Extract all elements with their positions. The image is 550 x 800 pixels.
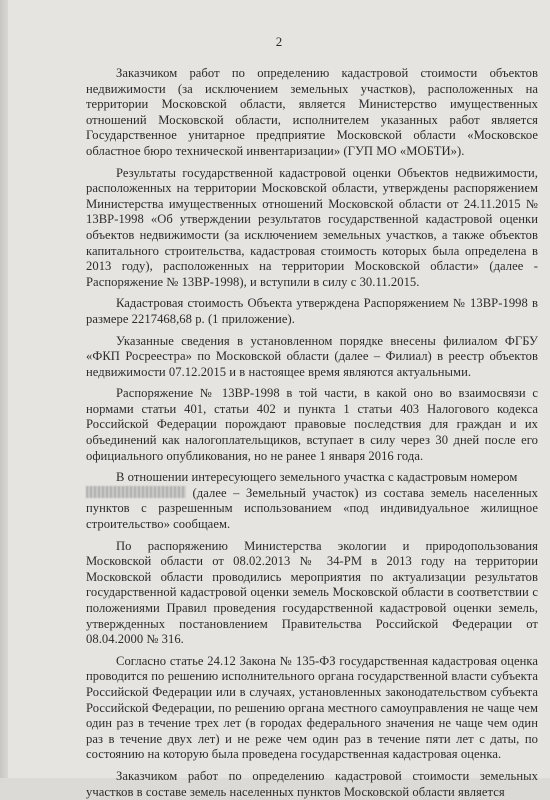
- paragraph-tax-effect: Распоряжение № 13ВР-1998 в той части, в какой оно во взаимосвязи с нормами статьи 401, статьи 402 и пункта 1 статьи 403 Налогового кодекса Российской Федерации порождают правовые последствия для граждан и их объединений как налогоплательщиков, вступает в силу через 30 дней после его официального опубликования, но не ранее 1 января 2016 года.: [86, 386, 538, 463]
- paragraph-registry-entry: Указанные сведения в установленном порядке внесены филиалом ФГБУ «ФКП Росреестра» по Московской области (далее – Филиал) в реестр объектов недвижимости 07.12.2015 и в настоящее время являются актуальными.: [86, 333, 538, 379]
- page-number: 2: [275, 34, 283, 49]
- paragraph-law-135fz: Согласно статье 24.12 Закона № 135-ФЗ государственная кадастровая оценка проводится по решению исполнительного органа государственной власти субъекта Российской Федерации или в случаях, установленных законодательством субъекта Российской Федерации, по решению органа местного самоуправления не чаще чем один раз в течение трех лет (в городах федерального значения не чаще чем один раз в течение двух лет) и не реже чем один раз в течение пяти лет с даты, по состоянию на которую была проведена государственная кадастровая оценка.: [86, 653, 538, 762]
- redacted-cadastral-number: [86, 486, 186, 498]
- document-page: [8, 0, 550, 799]
- paragraph-land-plot: [86, 470, 538, 532]
- land-plot-text-before: В отношении интересующего земельного участка с кадастровым номером: [116, 470, 518, 485]
- paragraph-customer-land: Заказчиком работ по определению кадастровой стоимости земельных участков в составе земель населенных пунктов Московской области является: [86, 768, 538, 799]
- paragraph-valuation-results: Результаты государственной кадастровой оценки Объектов недвижимости, расположенных на территории Московской области, утверждены распоряжением Министерства имущественных отношений Московской области от 24.11.2015 № 13ВР-1998 «Об утверждении результатов государственной кадастровой оценки объектов недвижимости (за исключением земельных участков, а также объектов капитального строительства, кадастровая стоимость которых была определена в 2013 году), расположенных на территории Московской области» (далее - Распоряжение № 13ВР-1998), и вступили в силу с 30.11.2015.: [86, 165, 538, 289]
- paragraph-ecology-order: По распоряжению Министерства экологии и природопользования Московской области от 08.02.2013 № 34-РМ в 2013 году на территории Московской области проводились мероприятия по актуализации результатов государственной кадастровой оценки земель Московской области в соответствии с положениями Правил проведения государственной кадастровой оценки земель, утвержденных постановлением Правительства Российской Федерации от 08.04.2000 № 316.: [86, 538, 538, 647]
- document-body: [86, 66, 538, 800]
- paragraph-cadastral-value: Кадастровая стоимость Объекта утверждена Распоряжением № 13ВР-1998 в размере 2217468,68 р. (1 приложение).: [86, 296, 538, 326]
- paragraph-customer-objects: Заказчиком работ по определению кадастровой стоимости объектов недвижимости (за исключением земельных участков), расположенных на территории Московской области, является Министерство имущественных отношений Московской области, исполнителем указанных работ является Государственное унитарное предприятие Московской области «Московское областное бюро технической инвентаризации» (ГУП МО «МОБТИ»).: [86, 66, 538, 158]
- land-plot-text-after: (далее – Земельный участок) из состава земель населенных пунктов с разрешенным использованием «под индивидуальное жилищное строительство» сообщаем.: [86, 485, 538, 532]
